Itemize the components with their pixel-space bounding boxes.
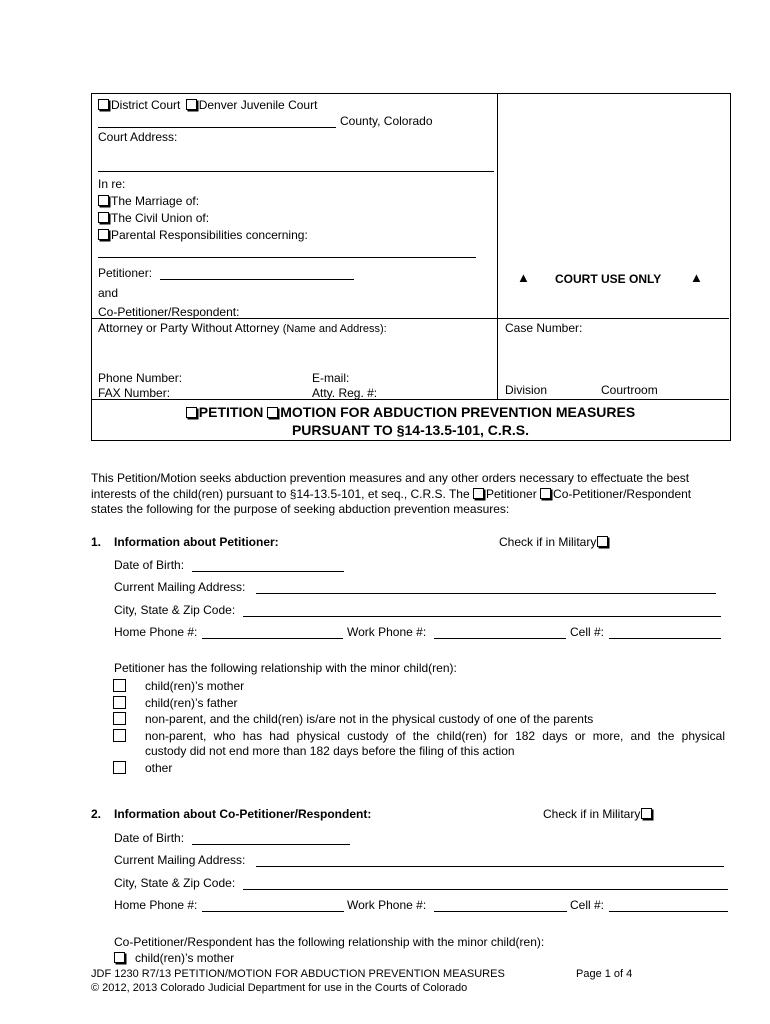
denver-juvenile-checkbox[interactable] bbox=[186, 99, 197, 110]
section2-option-label: child(ren)’s mother bbox=[135, 951, 235, 965]
petitioner-label: Petitioner: bbox=[98, 266, 153, 280]
copetitioner-label: Co-Petitioner/Respondent: bbox=[98, 305, 240, 319]
footer-page-number: Page 1 of 4 bbox=[576, 968, 633, 980]
section2-military bbox=[543, 807, 654, 821]
section2-relationship-intro: Co-Petitioner/Respondent has the following relationship with the minor child(ren): bbox=[114, 935, 545, 949]
section2-military-label: Check if in Military bbox=[543, 807, 641, 821]
section1-option-label: other bbox=[145, 761, 173, 775]
section1-home-phone-label: Home Phone #: bbox=[114, 625, 198, 639]
section1-dob-label: Date of Birth: bbox=[114, 558, 185, 572]
section1-mailing-field[interactable] bbox=[256, 593, 716, 594]
section2-dob-field[interactable] bbox=[192, 844, 350, 845]
section2-city-label: City, State & Zip Code: bbox=[114, 876, 236, 890]
parental-checkbox[interactable] bbox=[98, 229, 109, 240]
civil-union-checkbox[interactable] bbox=[98, 212, 109, 223]
intro-line-2 bbox=[91, 487, 691, 501]
document-title bbox=[92, 404, 729, 420]
section1-option-checkbox[interactable] bbox=[113, 761, 126, 774]
civil-union-label: The Civil Union of: bbox=[111, 211, 210, 225]
caption-divider-vertical bbox=[497, 93, 498, 399]
section2-city-field[interactable] bbox=[243, 889, 728, 890]
intro-line-2-text: interests of the child(ren) pursuant to §14-13.5-101, et seq., C.R.S. The bbox=[91, 487, 470, 501]
section1-option-label: child(ren)’s mother bbox=[145, 679, 245, 693]
civil-union-row bbox=[98, 211, 209, 225]
footer-copyright: © 2012, 2013 Colorado Judicial Department for use in the Courts of Colorado bbox=[91, 982, 468, 994]
section2-dob-label: Date of Birth: bbox=[114, 831, 185, 845]
in-re-label: In re: bbox=[98, 177, 126, 191]
court-address-label: Court Address: bbox=[98, 130, 178, 144]
section1-cell-label: Cell #: bbox=[570, 625, 605, 639]
section1-work-phone-field[interactable] bbox=[434, 638, 566, 639]
intro-line-3: states the following for the purpose of seeking abduction prevention measures: bbox=[91, 502, 510, 516]
marriage-row bbox=[98, 194, 199, 208]
document-title-line2: PURSUANT TO §14-13.5-101, C.R.S. bbox=[291, 422, 530, 438]
section2-option bbox=[114, 951, 234, 965]
section2-work-phone-label: Work Phone #: bbox=[347, 898, 427, 912]
section1-work-phone-label: Work Phone #: bbox=[347, 625, 427, 639]
fax-label: FAX Number: bbox=[98, 386, 171, 400]
intro-petitioner-label: Petitioner bbox=[486, 487, 537, 501]
case-number-label: Case Number: bbox=[505, 321, 583, 335]
section2-option-checkbox[interactable] bbox=[114, 952, 125, 963]
section1-option-label: non-parent, and the child(ren) is/are not in the physical custody of one of the parents bbox=[145, 712, 594, 726]
section1-military bbox=[499, 535, 610, 549]
district-court-checkbox[interactable] bbox=[98, 99, 109, 110]
county-field[interactable] bbox=[98, 127, 336, 128]
title-petition: PETITION bbox=[198, 404, 264, 420]
section2-home-phone-field[interactable] bbox=[202, 911, 344, 912]
intro-copetitioner-label: Co-Petitioner/Respondent bbox=[553, 487, 692, 501]
section1-mailing-label: Current Mailing Address: bbox=[114, 580, 246, 594]
atty-reg-label: Atty. Reg. #: bbox=[312, 386, 378, 400]
section1-city-field[interactable] bbox=[243, 616, 721, 617]
section1-cell-field[interactable] bbox=[609, 638, 721, 639]
section2-heading: Information about Co-Petitioner/Respondent: bbox=[114, 807, 372, 821]
section1-option-checkbox[interactable] bbox=[113, 696, 126, 709]
section2-work-phone-field[interactable] bbox=[434, 911, 567, 912]
section1-number: 1. bbox=[91, 535, 102, 549]
attorney-label-text: Attorney or Party Without Attorney bbox=[98, 321, 280, 335]
section1-military-label: Check if in Military bbox=[499, 535, 597, 549]
section1-home-phone-field[interactable] bbox=[202, 638, 343, 639]
denver-juvenile-label: Denver Juvenile Court bbox=[198, 98, 318, 112]
section1-option-label: non-parent, who has had physical custody of the child(ren) for 182 days or more, and the physical bbox=[145, 729, 725, 743]
parental-label: Parental Responsibilities concerning: bbox=[111, 228, 308, 242]
court-type-row bbox=[98, 98, 317, 112]
email-label: E-mail: bbox=[312, 371, 350, 385]
section1-option-checkbox[interactable] bbox=[113, 679, 126, 692]
motion-checkbox[interactable] bbox=[267, 407, 278, 418]
footer-form-id: JDF 1230 R7/13 PETITION/MOTION FOR ABDUCTION PREVENTION MEASURES bbox=[91, 968, 505, 980]
section2-mailing-label: Current Mailing Address: bbox=[114, 853, 246, 867]
parental-row bbox=[98, 228, 308, 242]
parties-field[interactable] bbox=[98, 257, 476, 258]
county-label: County, Colorado bbox=[340, 114, 433, 128]
section1-option-label-cont: custody did not end more than 182 days before the filing of this action bbox=[145, 744, 515, 758]
courtroom-label: Courtroom bbox=[601, 383, 658, 397]
intro-petitioner-checkbox[interactable] bbox=[473, 488, 484, 499]
section1-dob-field[interactable] bbox=[192, 571, 344, 572]
and-label: and bbox=[98, 286, 119, 300]
section2-number: 2. bbox=[91, 807, 102, 821]
attorney-label bbox=[98, 321, 387, 335]
section1-option-checkbox[interactable] bbox=[113, 729, 126, 742]
intro-line-1: This Petition/Motion seeks abduction prevention measures and any other orders necessary to effectuate the best bbox=[91, 471, 690, 485]
section1-relationship-intro: Petitioner has the following relationship with the minor child(ren): bbox=[114, 661, 457, 675]
petition-checkbox[interactable] bbox=[186, 407, 197, 418]
title-motion: MOTION FOR ABDUCTION PREVENTION MEASURES bbox=[280, 404, 636, 420]
court-address-field[interactable] bbox=[98, 171, 494, 172]
section2-home-phone-label: Home Phone #: bbox=[114, 898, 198, 912]
section1-heading: Information about Petitioner: bbox=[114, 535, 279, 549]
marriage-checkbox[interactable] bbox=[98, 195, 109, 206]
court-use-only-label: COURT USE ONLY bbox=[555, 272, 662, 286]
petitioner-field[interactable] bbox=[160, 279, 354, 280]
intro-copetitioner-checkbox[interactable] bbox=[540, 488, 551, 499]
marriage-label: The Marriage of: bbox=[111, 194, 200, 208]
up-triangle-icon-right: ▲ bbox=[690, 270, 703, 285]
section1-military-checkbox[interactable] bbox=[597, 536, 608, 547]
copetitioner-field[interactable] bbox=[252, 318, 426, 319]
division-label: Division bbox=[505, 383, 548, 397]
section2-military-checkbox[interactable] bbox=[641, 808, 652, 819]
up-triangle-icon-left: ▲ bbox=[517, 270, 530, 285]
section2-cell-label: Cell #: bbox=[570, 898, 605, 912]
caption-divider-title bbox=[92, 399, 729, 400]
phone-label: Phone Number: bbox=[98, 371, 183, 385]
attorney-sub-label: (Name and Address): bbox=[282, 323, 387, 335]
district-court-label: District Court bbox=[111, 98, 181, 112]
section1-option-label: child(ren)’s father bbox=[145, 696, 238, 710]
section1-option-checkbox[interactable] bbox=[113, 712, 126, 725]
section2-cell-field[interactable] bbox=[609, 911, 728, 912]
section1-city-label: City, State & Zip Code: bbox=[114, 603, 236, 617]
section2-mailing-field[interactable] bbox=[256, 866, 724, 867]
